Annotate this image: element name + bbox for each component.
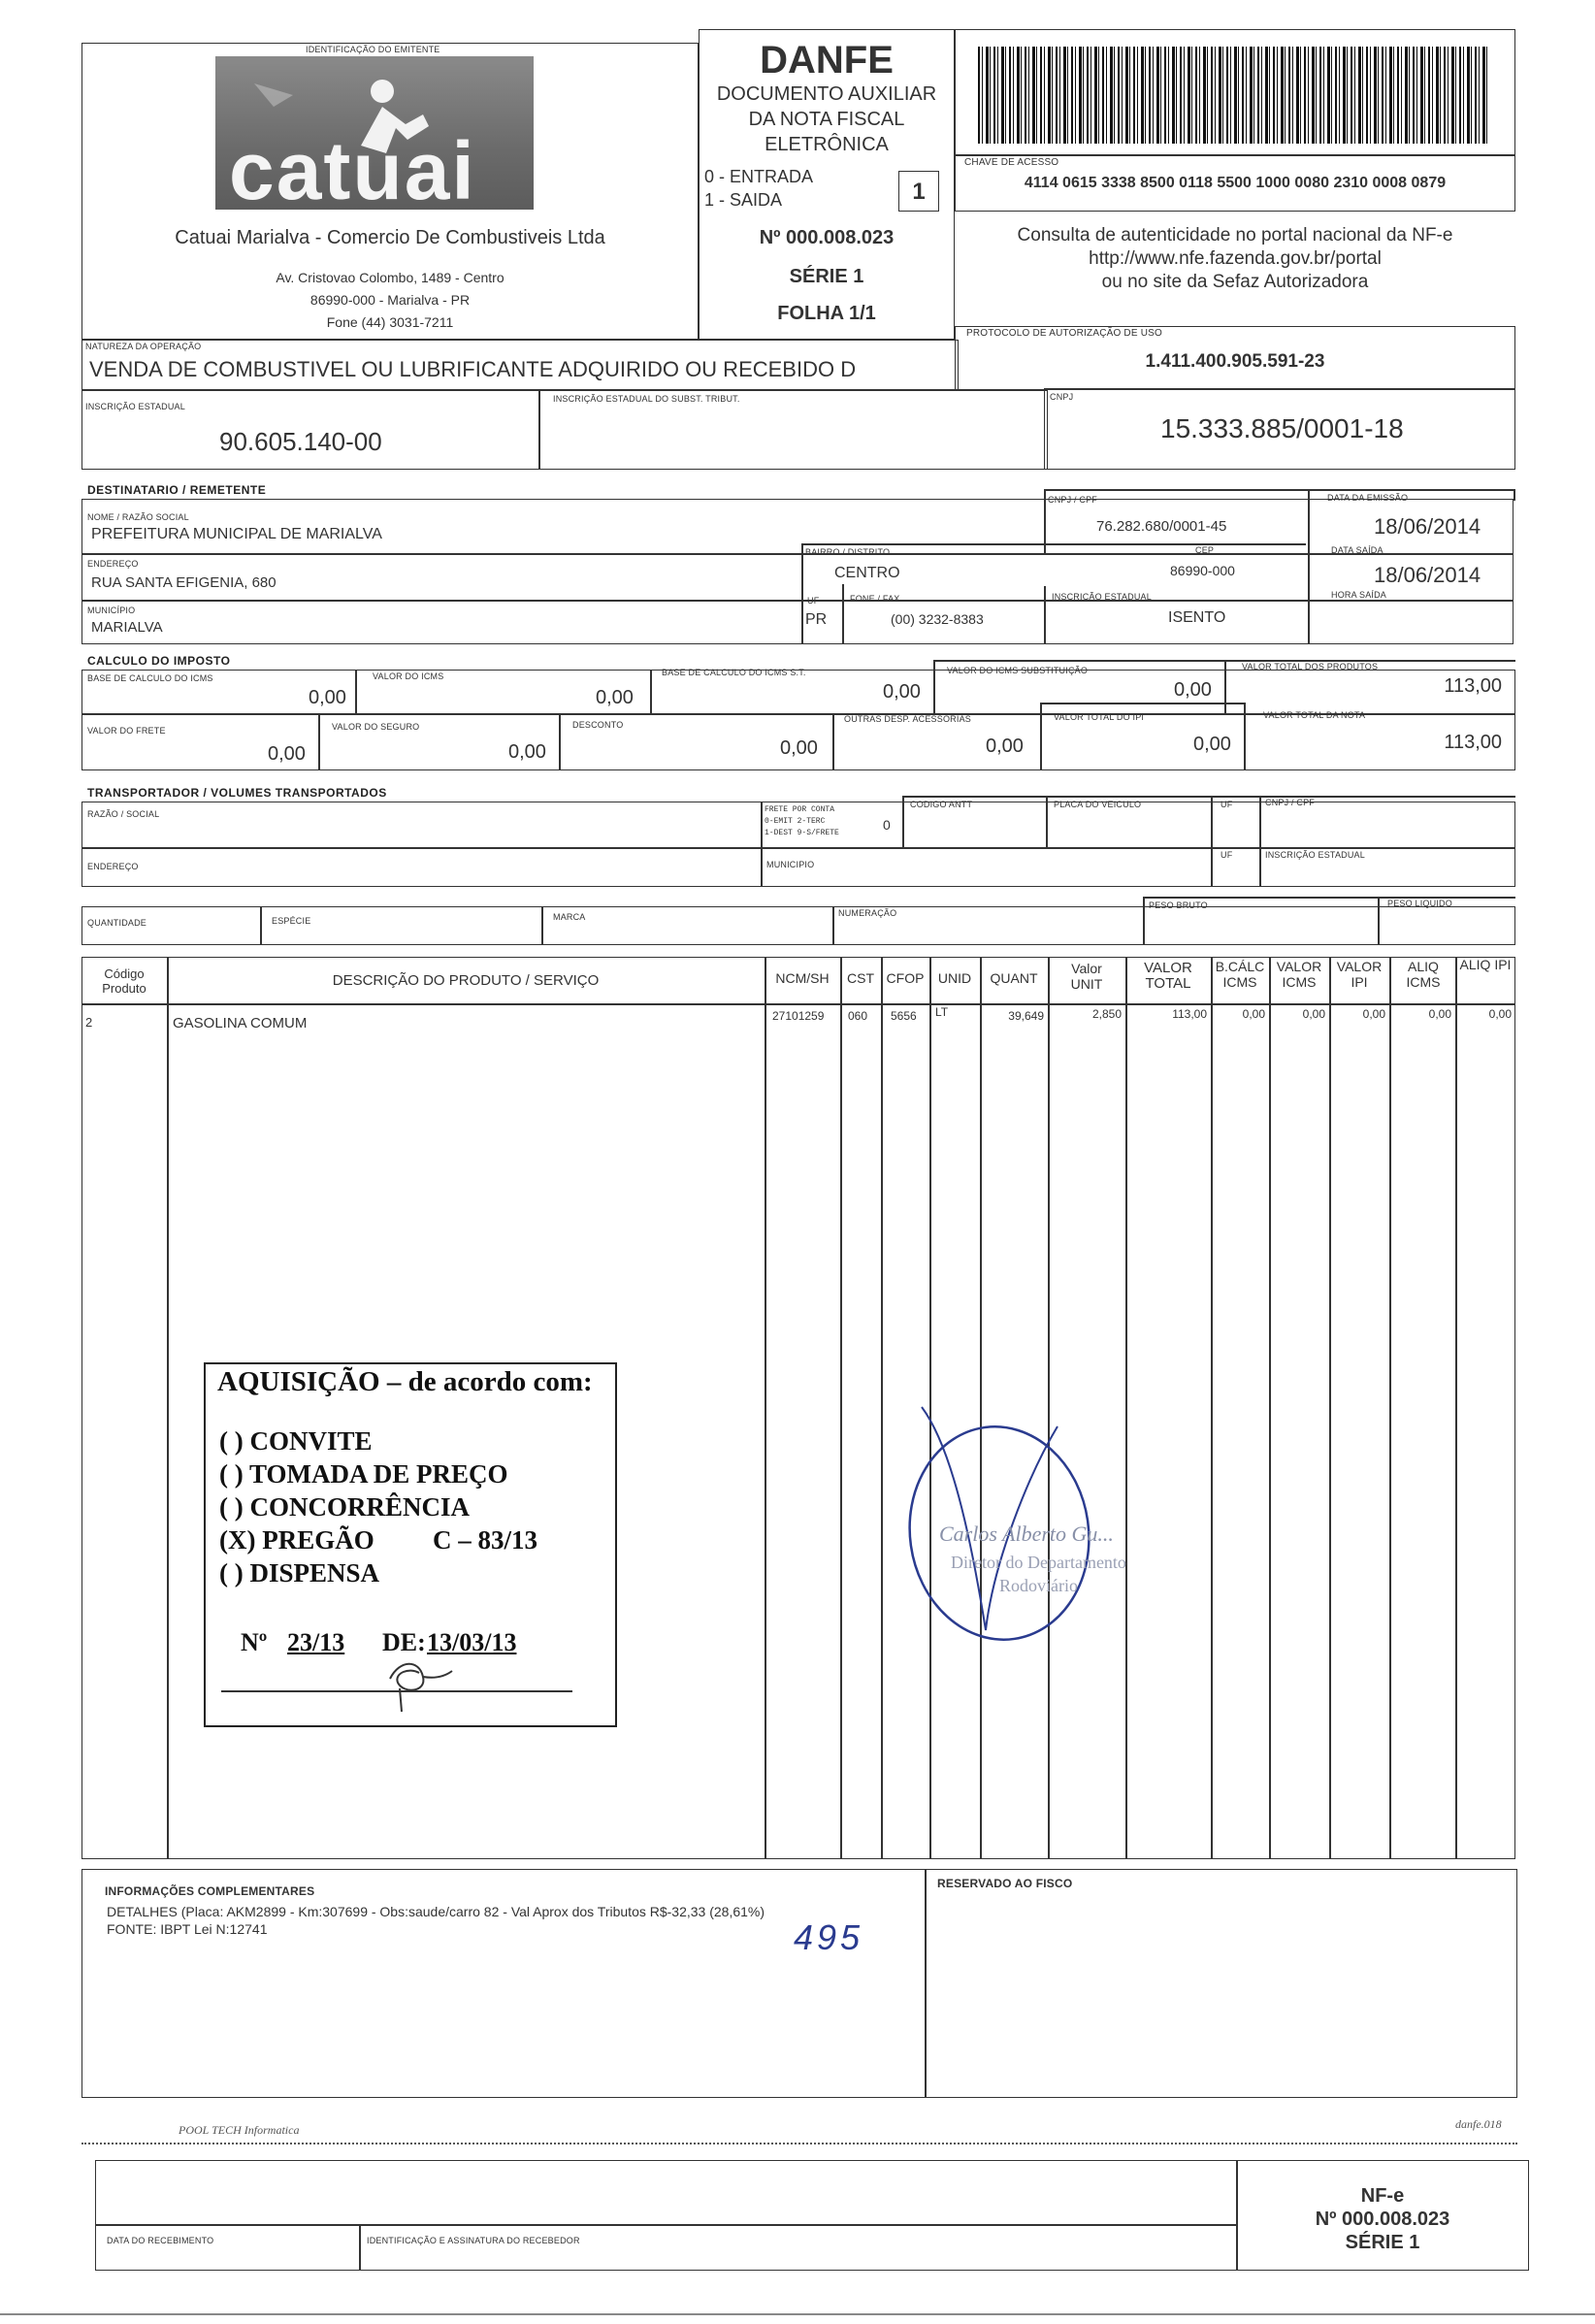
col-quant: QUANT: [990, 970, 1038, 986]
cnpj-value: 15.333.885/0001-18: [1160, 413, 1404, 443]
dest-nome: PREFEITURA MUNICIPAL DE MARIALVA: [91, 526, 382, 542]
tipo-saida: 1 - SAIDA: [704, 190, 783, 210]
dest-endereco-label: ENDEREÇO: [87, 559, 139, 569]
danfe-sub-2: DA NOTA FISCAL: [748, 109, 905, 130]
row-total: 113,00: [1172, 1007, 1207, 1021]
transp-uf-label: UF: [1221, 800, 1233, 809]
chave-value: 4114 0615 3338 8500 0118 5500 1000 0080 2310 0008 0879: [1024, 175, 1447, 191]
barcode: [978, 47, 1490, 144]
row-quant: 39,649: [1008, 1009, 1044, 1023]
danfe-title: DANFE: [760, 39, 894, 82]
vol-numeracao-label: NUMERAÇÃO: [838, 908, 897, 918]
dest-nome-label: NOME / RAZÃO SOCIAL: [87, 512, 189, 522]
stamp-title: AQUISIÇÃO – de acordo com:: [217, 1366, 593, 1397]
dest-bairro-label: BAIRRO / DISTRITO: [805, 547, 891, 557]
footer-nfe: NF-e: [1360, 2185, 1405, 2207]
bc-icms: 0,00: [309, 687, 346, 708]
col-aipi: ALIQ IPI: [1459, 957, 1512, 972]
signature-role-2: Rodoviário: [999, 1576, 1078, 1595]
nota-total: 113,00: [1444, 732, 1502, 753]
dest-emissao-label: DATA DA EMISSÃO: [1327, 493, 1409, 503]
volumes-row: [81, 906, 1515, 945]
ie-st-label: INSCRIÇÃO ESTADUAL DO SUBST. TRIBUT.: [553, 394, 740, 404]
row-vicms: 0,00: [1302, 1007, 1325, 1021]
scan-bottom-edge: [0, 2313, 1595, 2315]
bc-st: 0,00: [883, 681, 921, 703]
signature-role-1: Diretor do Departamento: [951, 1553, 1126, 1572]
row-cfop: 5656: [891, 1009, 917, 1023]
informacoes-label: INFORMAÇÕES COMPLEMENTARES: [105, 1884, 315, 1898]
stamp-opt-pregao-code: C – 83/13: [433, 1525, 537, 1555]
bc-st-label: BASE DE CALCULO DO ICMS S.T.: [662, 668, 806, 677]
cnpj-label: CNPJ: [1050, 392, 1074, 402]
row-cst: 060: [848, 1009, 868, 1023]
footer-numero: Nº 000.008.023: [1315, 2209, 1450, 2230]
transp-uf2-label: UF: [1221, 850, 1233, 860]
transp-frete-conta-3: 1-DEST 9-S/FRETE: [765, 829, 839, 837]
signature-name: Carlos Alberto Gu...: [939, 1522, 1114, 1546]
v-icms-label: VALOR DO ICMS: [373, 671, 444, 681]
dest-cnpj: 76.282.680/0001-45: [1096, 518, 1227, 535]
dest-cnpj-label: CNPJ / CPF: [1048, 495, 1098, 505]
seguro: 0,00: [508, 741, 546, 763]
row-bc: 0,00: [1242, 1007, 1265, 1021]
col-bc: B.CÁLC ICMS: [1215, 959, 1265, 990]
vol-peso-bruto-label: PESO BRUTO: [1149, 900, 1208, 910]
col-unid: UNID: [937, 970, 972, 986]
natureza-value: VENDA DE COMBUSTIVEL OU LUBRIFICANTE ADQUIRIDO OU RECEBIDO D: [89, 357, 857, 381]
transp-endereco-label: ENDEREÇO: [87, 862, 139, 871]
nota-label: VALOR TOTAL DA NOTA: [1263, 710, 1366, 720]
dest-municipio-label: MUNICÍPIO: [87, 606, 136, 615]
ie-value: 90.605.140-00: [219, 427, 382, 456]
vol-marca-label: MARCA: [553, 912, 586, 922]
company-phone: Fone (44) 3031-7211: [326, 314, 454, 330]
natureza-label: NATUREZA DA OPERAÇÃO: [85, 342, 202, 351]
vol-especie-label: ESPÉCIE: [272, 916, 311, 926]
col-total: VALOR TOTAL: [1144, 960, 1192, 992]
frete: 0,00: [268, 743, 306, 765]
outras-label: OUTRAS DESP. ACESSORIAS: [844, 714, 971, 724]
destinatario-section: DESTINATARIO / REMETENTE: [87, 483, 267, 497]
dest-uf-label: UF: [807, 596, 820, 606]
vol-quant-label: QUANTIDADE: [87, 918, 147, 928]
col-vicms: VALOR ICMS: [1276, 959, 1322, 990]
destinatario-box: [81, 499, 1514, 644]
chave-label: CHAVE DE ACESSO: [964, 157, 1059, 168]
stamp-opt-tomada: ( ) TOMADA DE PREÇO: [219, 1459, 508, 1489]
transp-municipio-label: MUNICIPIO: [766, 860, 815, 869]
ipi-label: VALOR TOTAL DO IPI: [1054, 712, 1145, 722]
consulta-3: ou no site da Sefaz Autorizadora: [1101, 272, 1369, 292]
dest-cep: 86990-000: [1170, 563, 1235, 578]
nota-folha: FOLHA 1/1: [777, 303, 876, 324]
col-codigo: Código Produto: [102, 966, 146, 996]
dest-cep-label: CEP: [1195, 545, 1215, 555]
tipo-entrada: 0 - ENTRADA: [704, 167, 814, 186]
col-ncm: NCM/SH: [775, 970, 830, 986]
dest-ie-label: INSCRIÇÃO ESTADUAL: [1052, 592, 1152, 602]
consulta-1: Consulta de autenticidade no portal nacional da NF-e: [1017, 225, 1453, 245]
nota-numero: Nº 000.008.023: [759, 227, 895, 248]
imposto-section: CALCULO DO IMPOSTO: [87, 654, 231, 668]
col-vipi: VALOR IPI: [1336, 959, 1383, 990]
row-vipi: 0,00: [1362, 1007, 1385, 1021]
transp-frete-conta-1: FRETE POR CONTA: [765, 805, 835, 814]
stamp-numero-prefix: Nº: [241, 1628, 268, 1656]
nota-serie: SÉRIE 1: [789, 266, 864, 287]
stamp-data: 13/03/13: [427, 1628, 517, 1656]
col-descricao: DESCRIÇÃO DO PRODUTO / SERVIÇO: [332, 972, 600, 989]
initials-scribble-icon: [380, 1650, 458, 1718]
dest-saida-label: DATA SAÍDA: [1331, 545, 1383, 555]
stamp-de-label: DE:: [382, 1628, 426, 1656]
footer-software: POOL TECH Informatica: [179, 2123, 300, 2137]
v-st-label: VALOR DO ICMS SUBSTITUIÇÃO: [947, 666, 1089, 675]
cut-line: [81, 2143, 1517, 2144]
protocolo-value: 1.411.400.905.591-23: [1145, 351, 1325, 372]
stamp-numero: 23/13: [287, 1628, 345, 1656]
col-cst: CST: [847, 970, 874, 986]
transp-frete-conta-val: 0: [883, 817, 891, 833]
company-address-2: 86990-000 - Marialva - PR: [309, 292, 471, 308]
v-icms: 0,00: [596, 687, 634, 708]
dest-uf: PR: [805, 611, 828, 628]
dest-ie: ISENTO: [1168, 609, 1226, 626]
v-prod-label: VALOR TOTAL DOS PRODUTOS: [1242, 662, 1379, 671]
ipi: 0,00: [1193, 734, 1231, 755]
row-aipi: 0,00: [1488, 1007, 1512, 1021]
col-aicms: ALIQ ICMS: [1406, 959, 1441, 990]
recebimento-label: DATA DO RECEBIMENTO: [107, 2236, 214, 2245]
logo-text: catuai: [229, 125, 476, 216]
col-cfop: CFOP: [886, 970, 925, 986]
frete-label: VALOR DO FRETE: [87, 726, 166, 736]
row-unit: 2,850: [1091, 1007, 1122, 1021]
v-st: 0,00: [1174, 679, 1212, 701]
vol-peso-liq-label: PESO LIQUIDO: [1387, 899, 1452, 908]
transp-frete-conta-2: 0-EMIT 2-TERC: [765, 817, 826, 826]
footer-serie: SÉRIE 1: [1345, 2232, 1420, 2253]
company-logo: [215, 56, 534, 216]
ie-label: INSCRIÇÃO ESTADUAL: [85, 402, 185, 411]
stamp-opt-convite: ( ) CONVITE: [219, 1426, 373, 1456]
dest-emissao: 18/06/2014: [1374, 514, 1481, 539]
tipo-value: 1: [912, 179, 926, 205]
dest-fone-label: FONE / FAX: [850, 594, 900, 604]
desconto: 0,00: [780, 737, 818, 759]
row-ncm: 27101259: [772, 1009, 825, 1023]
company-name: Catuai Marialva - Comercio De Combustiveis Ltda: [175, 227, 605, 248]
dest-municipio: MARIALVA: [91, 619, 163, 636]
protocolo-label: PROTOCOLO DE AUTORIZAÇÃO DE USO: [966, 328, 1162, 339]
dest-hora-label: HORA SAÍDA: [1331, 590, 1387, 600]
desconto-label: DESCONTO: [572, 720, 624, 730]
transp-antt-label: CODIGO ANTT: [910, 800, 973, 809]
transp-cnpj-label: CNPJ / CPF: [1265, 798, 1316, 807]
stamp-opt-dispensa: ( ) DISPENSA: [219, 1558, 380, 1588]
stamp-opt-concorrencia: ( ) CONCORRÊNCIA: [219, 1492, 470, 1522]
reservado-box: [926, 1869, 1517, 2098]
row-codigo: 2: [85, 1015, 93, 1030]
v-prod: 113,00: [1444, 675, 1502, 697]
reservado-label: RESERVADO AO FISCO: [937, 1877, 1073, 1890]
informacoes-line-2: FONTE: IBPT Lei N:12741: [107, 1921, 268, 1937]
dest-endereco: RUA SANTA EFIGENIA, 680: [91, 574, 277, 591]
consulta-2[interactable]: http://www.nfe.fazenda.gov.br/portal: [1089, 248, 1382, 269]
bc-icms-label: BASE DE CALCULO DO ICMS: [87, 673, 213, 683]
transp-ie-label: INSCRIÇÃO ESTADUAL: [1265, 850, 1365, 860]
emitente-label: IDENTIFICAÇÃO DO EMITENTE: [306, 45, 440, 54]
dest-bairro: CENTRO: [834, 565, 900, 581]
transp-razao-label: RAZÃO / SOCIAL: [87, 809, 160, 819]
footer-code: danfe.018: [1455, 2117, 1502, 2131]
transp-placa-label: PLACA DO VEICULO: [1054, 800, 1142, 809]
informacoes-handwritten: 495: [794, 1917, 864, 1957]
seguro-label: VALOR DO SEGURO: [332, 722, 420, 732]
row-aicms: 0,00: [1428, 1007, 1451, 1021]
row-descricao: GASOLINA COMUM: [173, 1015, 308, 1031]
row-unid: LT: [935, 1005, 949, 1019]
outras: 0,00: [986, 736, 1024, 757]
company-address-1: Av. Cristovao Colombo, 1489 - Centro: [276, 270, 505, 285]
danfe-sub-3: ELETRÔNICA: [765, 134, 889, 155]
informacoes-line-1: DETALHES (Placa: AKM2899 - Km:307699 - Obs:saude/carro 82 - Val Aprox dos Tributos R$-32,33 (28,61%): [107, 1904, 765, 1919]
stamp-opt-pregao: (X) PREGÃO: [219, 1525, 374, 1555]
dest-fone: (00) 3232-8383: [891, 611, 984, 627]
col-unit: Valor UNIT: [1070, 961, 1103, 992]
transportador-section: TRANSPORTADOR / VOLUMES TRANSPORTADOS: [87, 786, 387, 800]
danfe-sub-1: DOCUMENTO AUXILIAR: [716, 83, 937, 105]
dest-saida: 18/06/2014: [1374, 563, 1481, 587]
identificacao-label: IDENTIFICAÇÃO E ASSINATURA DO RECEBEDOR: [367, 2236, 580, 2245]
